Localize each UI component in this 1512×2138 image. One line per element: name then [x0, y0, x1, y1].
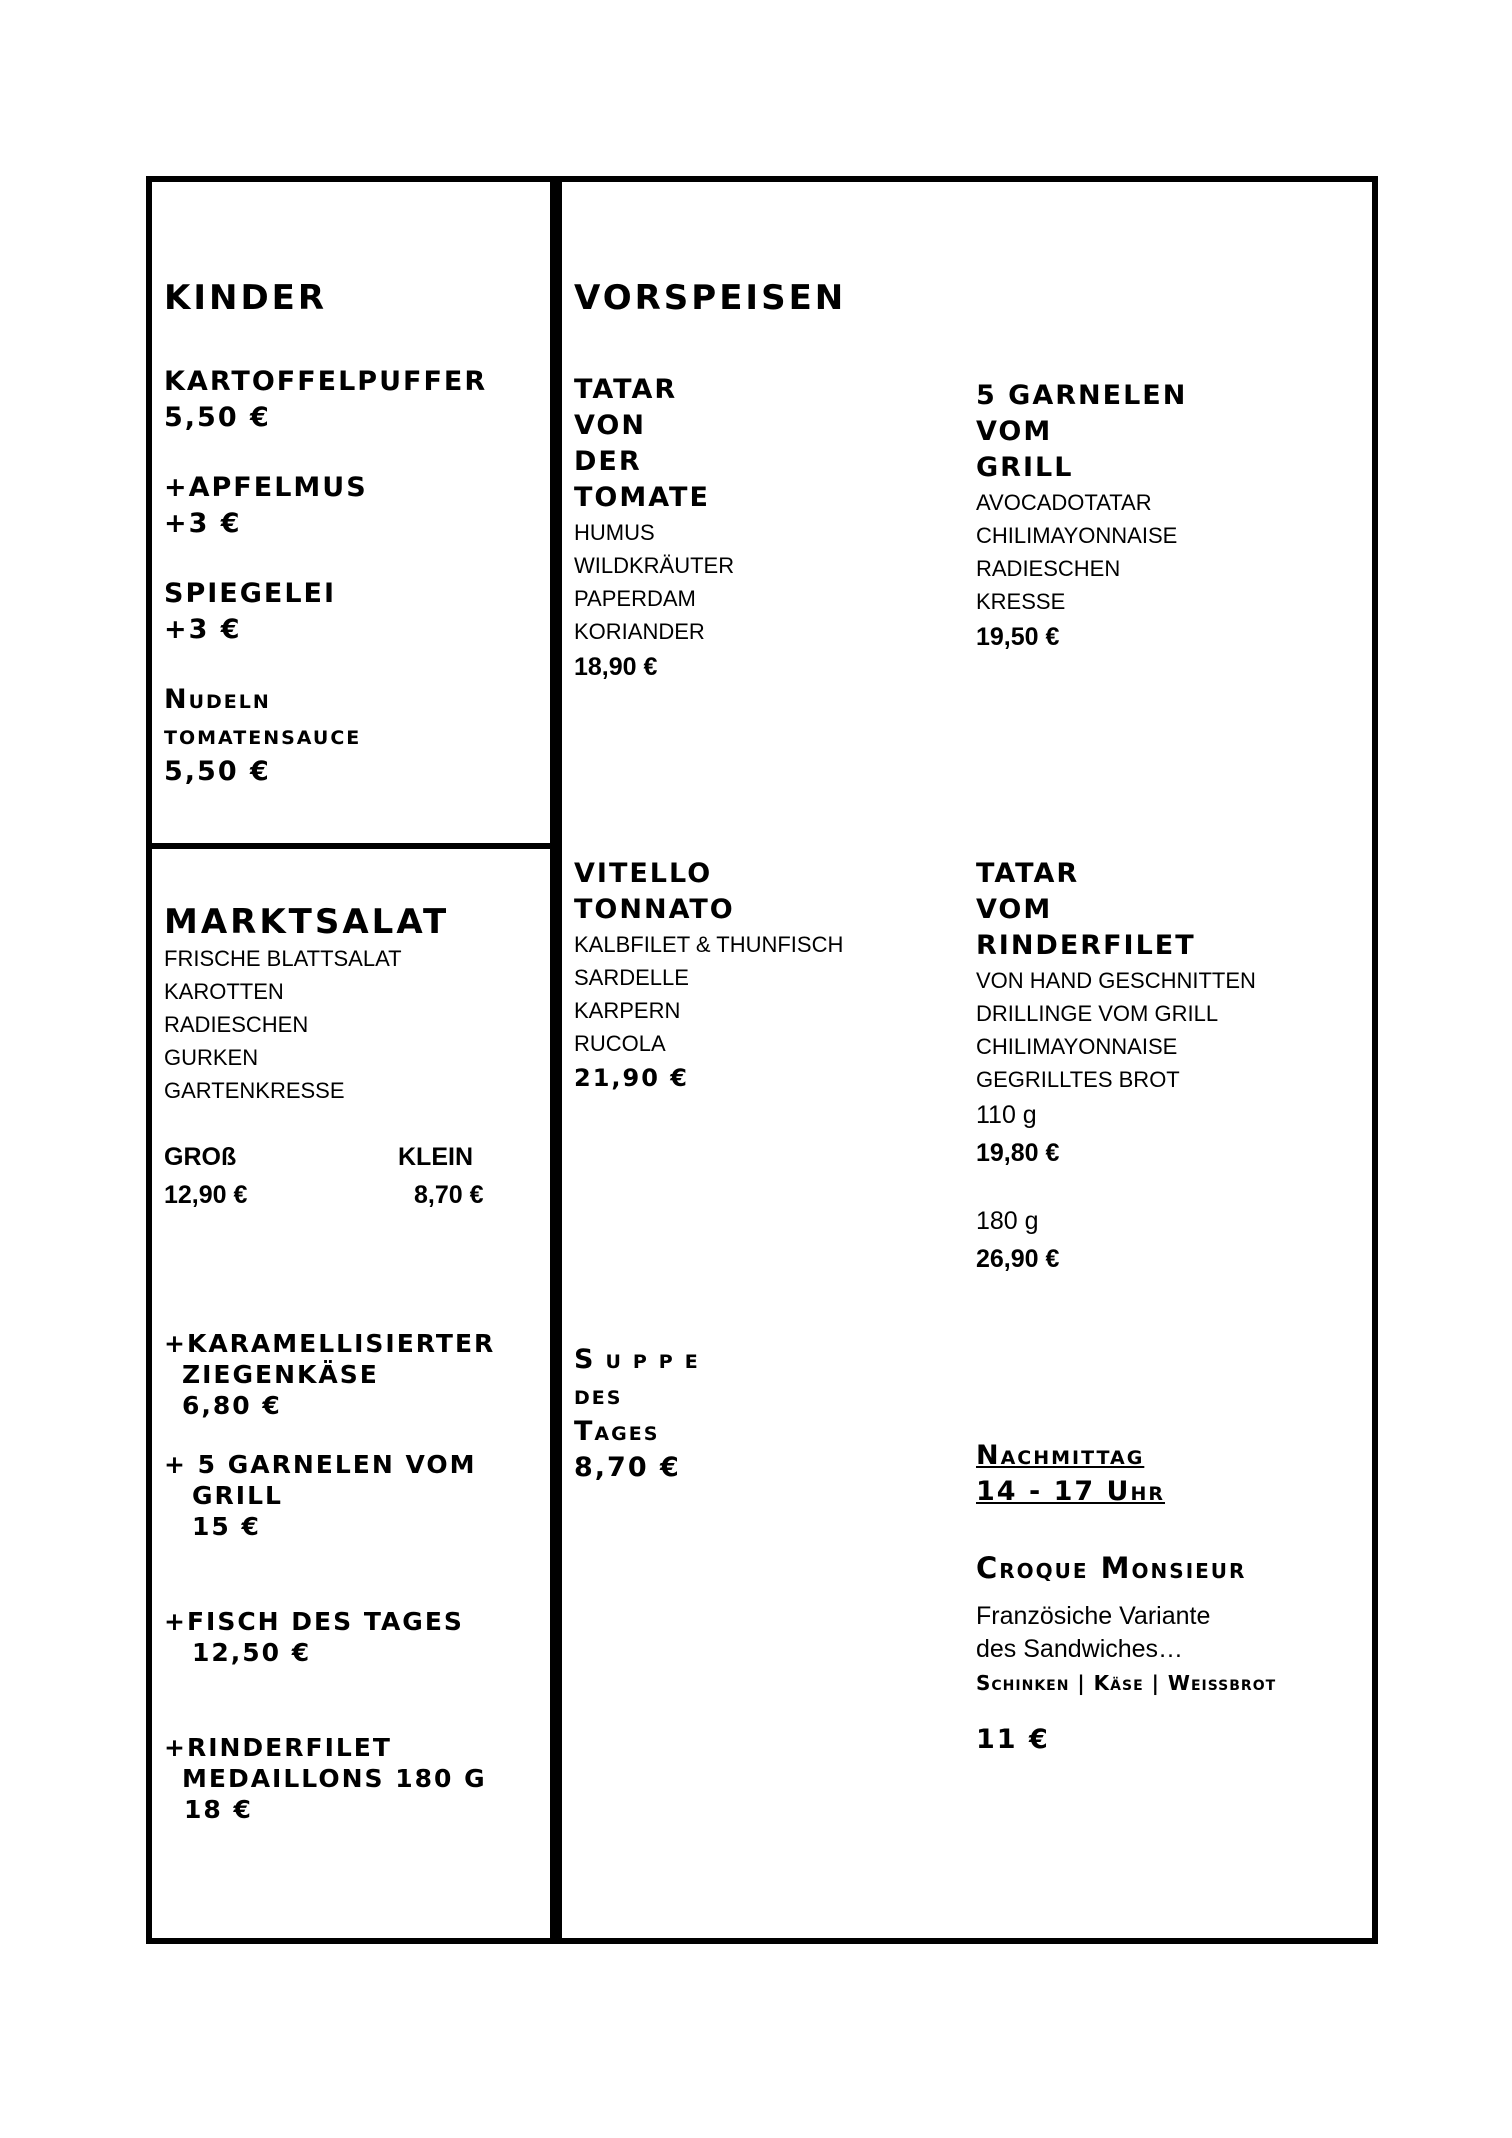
- croque-description: des Sandwiches…: [976, 1635, 1184, 1663]
- nachmittag-time: 14 - 17 Uhr: [976, 1476, 1166, 1507]
- ingredient: AVOCADOTATAR: [976, 490, 1152, 515]
- dish-name: DER: [574, 446, 642, 477]
- ingredient: KORIANDER: [574, 619, 705, 644]
- ingredient: RADIESCHEN: [164, 1012, 309, 1037]
- size-large-label: GROß: [164, 1143, 237, 1171]
- extra-name: ZIEGENKÄSE: [182, 1360, 379, 1389]
- dish-vitello: [574, 856, 964, 1096]
- dish-tatar-tomate: [574, 372, 954, 686]
- kinder-item-name: tomatensauce: [164, 720, 362, 751]
- extra-price: 15 €: [192, 1512, 261, 1541]
- ingredient: GEGRILLTES BROT: [976, 1067, 1180, 1092]
- ingredient: KAROTTEN: [164, 979, 284, 1004]
- dish-price: 26,90 €: [976, 1245, 1060, 1273]
- croque-title: Croque Monsieur: [976, 1551, 1247, 1585]
- dish-name: TATAR: [976, 858, 1080, 889]
- dish-name: TATAR: [574, 374, 678, 405]
- size-large-price: 12,90 €: [164, 1181, 248, 1209]
- size-small: [398, 1138, 484, 1214]
- ingredient: DRILLINGE VOM GRILL: [976, 1001, 1219, 1026]
- dish-tatar-rind: [976, 856, 1366, 1278]
- extra-name: +KARAMELLISIERTER: [164, 1329, 496, 1358]
- ingredient: RADIESCHEN: [976, 556, 1121, 581]
- marktsalat-title: MARKTSALAT: [164, 902, 450, 942]
- ingredient: GARTENKRESSE: [164, 1078, 345, 1103]
- ingredient: PAPERDAM: [574, 586, 696, 611]
- croque-ingredients: Schinken | Käse | Weissbrot: [976, 1671, 1277, 1695]
- dish-name: VITELLO: [574, 858, 713, 889]
- dish-price: 8,70 €: [574, 1452, 681, 1483]
- ingredient: HUMUS: [574, 520, 655, 545]
- dish-name: VOM: [976, 416, 1053, 447]
- nachmittag-title: Nachmittag: [976, 1440, 1145, 1471]
- nachmittag-section: [976, 1438, 1371, 1758]
- extra-price: 18 €: [184, 1795, 253, 1824]
- dish-price: 19,50 €: [976, 623, 1060, 651]
- ingredient: KALBFILET & THUNFISCH: [574, 932, 844, 957]
- size-small-label: KLEIN: [398, 1143, 473, 1171]
- ingredient: FRISCHE BLATTSALAT: [164, 946, 402, 971]
- dish-name: TOMATE: [574, 482, 710, 513]
- kinder-item-price: +3 €: [164, 508, 242, 539]
- extra-name: GRILL: [192, 1481, 283, 1510]
- ingredient: SARDELLE: [574, 965, 689, 990]
- dish-garnelen: [976, 378, 1366, 656]
- ingredient: CHILIMAYONNAISE: [976, 523, 1178, 548]
- croque-description: Französiche Variante: [976, 1602, 1211, 1630]
- extra-name: MEDAILLONS 180 G: [182, 1764, 487, 1793]
- dish-name: des: [574, 1380, 623, 1411]
- ingredient: KRESSE: [976, 589, 1066, 614]
- kinder-item-name: KARTOFFELPUFFER: [164, 366, 488, 397]
- kinder-item-price: 5,50 €: [164, 402, 271, 433]
- ingredient: WILDKRÄUTER: [574, 553, 735, 578]
- extra-price: 12,50 €: [192, 1638, 312, 1667]
- kinder-item-name: +APFELMUS: [164, 472, 368, 503]
- extra-name: +FISCH DES TAGES: [164, 1607, 464, 1636]
- kinder-divider: [146, 843, 556, 849]
- kinder-item-name: SPIEGELEI: [164, 578, 337, 609]
- ingredient: CHILIMAYONNAISE: [976, 1034, 1178, 1059]
- marktsalat-section: [164, 902, 544, 1107]
- croque-price: 11 €: [976, 1724, 1050, 1755]
- dish-price: 21,90 €: [574, 1064, 689, 1092]
- vorspeisen-title-block: [574, 278, 846, 318]
- kinder-item-price: 5,50 €: [164, 756, 271, 787]
- kinder-item-name: Nudeln: [164, 684, 271, 715]
- size-small-price: 8,70 €: [414, 1181, 484, 1209]
- ingredient: VON HAND GESCHNITTEN: [976, 968, 1256, 993]
- extra-name: + 5 GARNELEN VOM: [164, 1450, 477, 1479]
- ingredient: GURKEN: [164, 1045, 259, 1070]
- size-large: [164, 1138, 247, 1214]
- dish-weight: 180 g: [976, 1207, 1039, 1235]
- dish-name: TONNATO: [574, 894, 735, 925]
- dish-name: GRILL: [976, 452, 1074, 483]
- dish-weight: 110 g: [976, 1101, 1037, 1129]
- ingredient: RUCOLA: [574, 1031, 666, 1056]
- kinder-title: KINDER: [164, 278, 328, 318]
- kinder-item-price: +3 €: [164, 614, 242, 645]
- dish-suppe: [574, 1342, 954, 1486]
- dish-name: Tages: [574, 1416, 660, 1447]
- kinder-section: [164, 278, 544, 790]
- dish-name: VOM: [976, 894, 1053, 925]
- extra-price: 6,80 €: [182, 1391, 282, 1420]
- column-divider: [550, 176, 562, 1944]
- dish-name: 5 GARNELEN: [976, 380, 1188, 411]
- dish-price: 19,80 €: [976, 1139, 1060, 1167]
- vorspeisen-title: VORSPEISEN: [574, 278, 847, 318]
- dish-name: Suppe: [574, 1344, 710, 1375]
- extras-list: [164, 1328, 549, 1825]
- dish-name: VON: [574, 410, 646, 441]
- extra-name: +RINDERFILET: [164, 1733, 392, 1762]
- ingredient: KARPERN: [574, 998, 681, 1023]
- dish-price: 18,90 €: [574, 653, 658, 681]
- dish-name: RINDERFILET: [976, 930, 1196, 961]
